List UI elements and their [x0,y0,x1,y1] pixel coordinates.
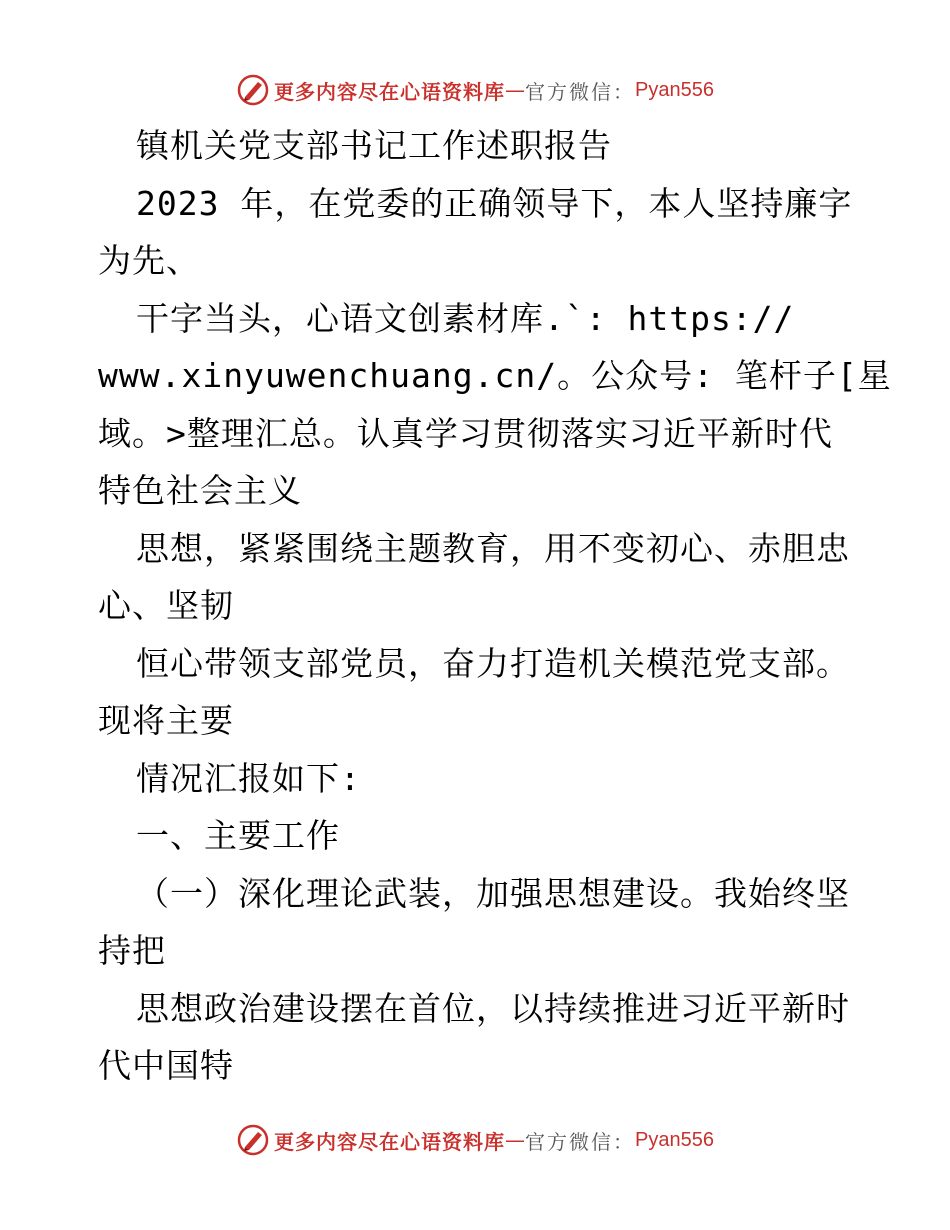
text-line: 代中国特 [98,1046,234,1085]
pen-logo-icon [236,73,270,107]
document-body [98,117,898,1095]
document-title: 镇机关党支部书记工作述职报告 [136,126,612,165]
text-line: 思想政治建设摆在首位，以持续推进习近平新时 [136,988,850,1028]
header-banner [0,70,950,110]
subsection-heading: （一）深化理论武装，加强思想建设。我始终坚 [136,873,850,913]
text-line: www.xinyuwenchuang.cn/。公众号: 笔杆子[星 [98,356,892,395]
text-line: 现将主要 [98,701,234,740]
text-line: 思想，紧紧围绕主题教育，用不变初心、赤胆忠 [136,528,850,568]
text-line: 2023 年，在党委的正确领导下，本人坚持廉字 [136,183,853,223]
text-line: 心、坚韧 [98,586,234,625]
header-banner-id: Pyan556 [635,78,714,101]
text-line: 情况汇报如下: [136,758,361,798]
text-line: 域。>整理汇总。认真学习贯彻落实习近平新时代 [98,413,833,453]
text-line: 恒心带领支部党员，奋力打造机关模范党支部。 [136,643,850,683]
footer-banner-label: 官方微信： [525,1129,636,1154]
footer-banner-id: Pyan556 [635,1128,714,1151]
footer-banner-separator: — [505,1128,526,1152]
section-heading: 一、主要工作 [136,816,340,855]
text-line: 持把 [98,931,166,970]
text-line: 为先、 [98,241,200,280]
header-banner-text: 更多内容尽在心语资料库 [274,79,506,104]
pen-logo-icon [236,1123,270,1157]
header-banner-label: 官方微信： [525,79,636,104]
footer-banner-text: 更多内容尽在心语资料库 [274,1129,506,1154]
text-line: 干字当头，心语文创素材库.`: https:// [136,298,795,338]
footer-banner [0,1120,950,1160]
text-line: 特色社会主义 [98,471,302,510]
header-banner-separator: — [505,78,526,102]
